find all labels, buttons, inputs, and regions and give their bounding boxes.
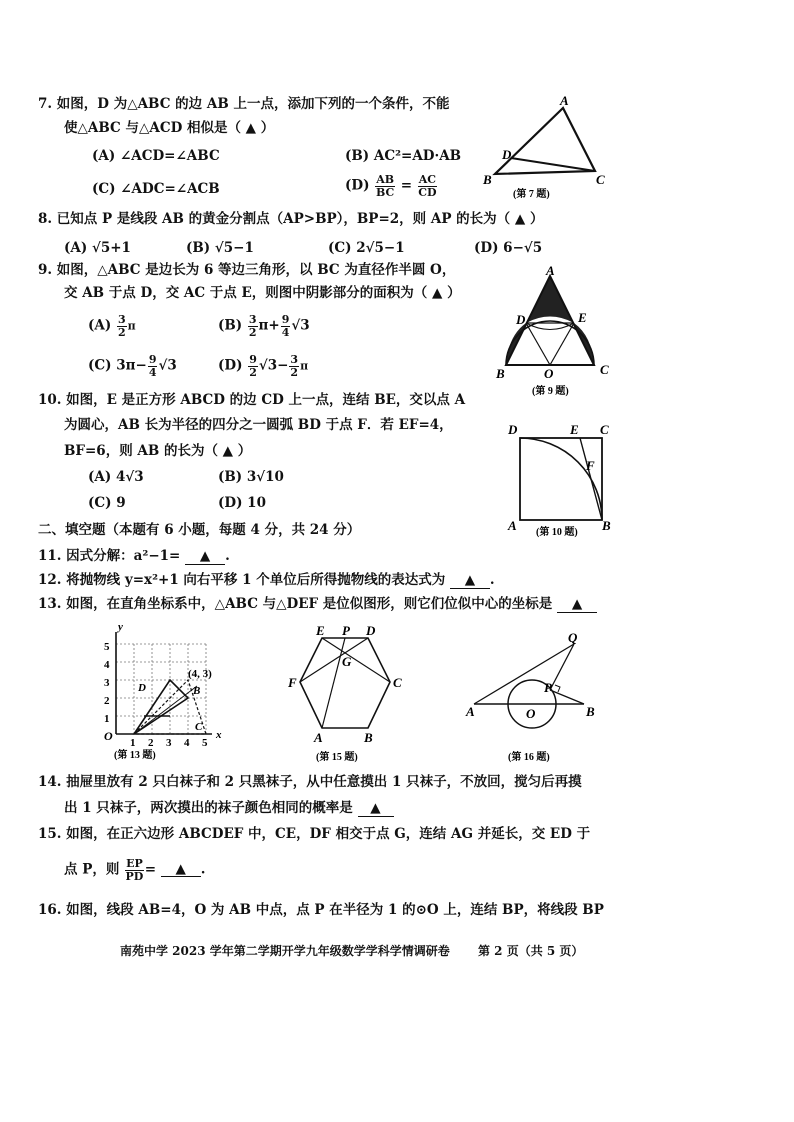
q15-stem-line2: 点 P，则 — [64, 861, 120, 878]
q7-option-d — [345, 174, 438, 198]
q11-answer-blank[interactable]: ▲ — [185, 550, 225, 565]
q13 — [38, 598, 597, 613]
q10-option-d: (D) 10 — [218, 495, 266, 511]
q15-stem-line1: 15. 如图，在正六边形 ABCDEF 中，CE，DF 相交于点 G，连结 AG 并延长，交 ED 于 — [38, 826, 591, 842]
q15-fig-label-g: G — [342, 654, 352, 669]
q12-answer-blank[interactable]: ▲ — [450, 574, 490, 589]
q9-fig-label-o: O — [544, 366, 554, 381]
q9-fig-label-c: C — [600, 362, 609, 377]
q15-fig-label-e: E — [316, 623, 325, 638]
q9-fig-caption: (第 9 题) — [532, 386, 569, 397]
q13-tick-x-2: 2 — [148, 737, 154, 749]
q9-option-d: (D) $\frac{9}{2}$ √3− $\frac{3}{2}$ π — [218, 353, 309, 379]
footer-exam-title: 南苑中学 2023 学年第二学期开学九年级数学学科学情调研卷 — [120, 944, 450, 958]
q14-stem-line2: 出 1 只袜子，两次摸出的袜子颜色相同的概率是 — [64, 800, 353, 816]
q10-option-c: (C) 9 — [88, 495, 126, 511]
q15-fig-label-c: C — [393, 675, 402, 690]
q16-fig-caption: (第 16 题) — [508, 752, 550, 763]
q13-tick-y-1: 1 — [104, 713, 110, 725]
q15-fig-label-a: A — [314, 730, 323, 745]
q8-stem: 8. 已知点 P 是线段 AB 的黄金分割点（AP>BP），BP=2，则 AP 的长为（ ▲ ） — [38, 211, 544, 227]
q9-fig-label-a: A — [546, 263, 555, 278]
q8-option-b: (B) √5−1 — [186, 240, 254, 256]
q7-stem-line1: 7. 如图，D 为△ABC 的边 AB 上一点，添加下列的一个条件，不能 — [38, 96, 450, 112]
q10-fig-label-e: E — [570, 422, 579, 437]
footer-page-number: 第 2 页（共 5 页） — [478, 944, 584, 958]
q13-answer-blank[interactable]: ▲ — [557, 598, 597, 613]
q13-tick-y-5: 5 — [104, 641, 110, 653]
q13-tick-y-4: 4 — [104, 659, 110, 671]
q13-label-b: B — [193, 685, 201, 697]
q9-stem-line2: 交 AB 于点 D，交 AC 于点 E，则图中阴影部分的面积为（ ▲ ） — [64, 285, 461, 301]
q16-stem: 16. 如图，线段 AB=4，O 为 AB 中点，点 P 在半径为 1 的⊙O 上，连结 BP，将线段 BP — [38, 902, 604, 918]
q7-option-d-equals: = — [400, 177, 413, 194]
q8-option-d: (D) 6−√5 — [474, 240, 543, 256]
q15-fraction: $\frac{EP}{PD}$ — [125, 857, 144, 883]
q9-figure — [494, 263, 624, 406]
q10-fig-caption: (第 10 题) — [536, 527, 578, 538]
q14-answer-blank[interactable]: ▲ — [358, 802, 394, 817]
q13-tick-x-4: 4 — [184, 737, 190, 749]
q13-tick-x-1: 1 — [130, 737, 136, 749]
q10-stem-line3: BF=6，则 AB 的长为（ ▲ ） — [64, 443, 252, 459]
q13-origin-label: O — [104, 729, 113, 743]
q10-figure — [506, 420, 616, 542]
q15-answer-blank[interactable]: ▲ — [161, 863, 201, 878]
q7-fig-label-c: C — [596, 172, 605, 187]
q7-option-c: (C) ∠ADC=∠ACB — [92, 181, 220, 197]
q10-fig-label-f: F — [586, 458, 595, 473]
q16-fig-label-q: Q — [568, 630, 578, 645]
q7-option-d-fraction-2: $\frac{AC}{CD}$ — [418, 173, 437, 199]
q14-stem-line1: 14. 抽屉里放有 2 只白袜子和 2 只黑袜子，从中任意摸出 1 只袜子，不放回，搅匀后再摸 — [38, 774, 582, 790]
q9-stem-line1: 9. 如图，△ABC 是边长为 6 等边三角形，以 BC 为直径作半圆 O， — [38, 262, 456, 278]
q11-stem: 11. 因式分解：a²−1= — [38, 548, 181, 564]
q8-option-a: (A) √5+1 — [64, 240, 131, 256]
q13-label-c: C — [195, 721, 203, 733]
q10-fig-label-d: D — [508, 422, 518, 437]
q13-tick-y-2: 2 — [104, 695, 110, 707]
q15-fig-label-b: B — [364, 730, 373, 745]
q13-stem: 13. 如图，在直角坐标系中，△ABC 与△DEF 是位似图形，则它们位似中心的坐标是 — [38, 596, 553, 612]
q15-fig-label-p: P — [342, 623, 350, 638]
q7-option-a: (A) ∠ACD=∠ABC — [92, 148, 220, 164]
q10-option-a: (A) 4√3 — [88, 469, 144, 485]
q13-fig-caption: (第 13 题) — [114, 750, 156, 761]
q13-tick-x-5: 5 — [202, 737, 208, 749]
q16-fig-label-b: B — [586, 704, 595, 719]
q15-fig-caption: (第 15 题) — [316, 752, 358, 763]
q16-fig-label-p: P — [544, 680, 552, 695]
q8-option-c: (C) 2√5−1 — [328, 240, 405, 256]
q9-fig-label-e: E — [578, 310, 587, 325]
q9-option-a: (A) $\frac{3}{2}$ π — [88, 313, 136, 339]
q7-option-d-prefix: (D) — [345, 177, 370, 194]
q16-figure — [464, 632, 614, 762]
q13-figure — [94, 621, 224, 761]
q7-figure — [480, 93, 630, 206]
q16-fig-label-o: O — [526, 706, 536, 721]
q7-option-d-fraction-1: $\frac{AB}{BC}$ — [375, 173, 395, 199]
q7-fig-label-d: D — [502, 147, 512, 162]
q10-stem-line2: 为圆心，AB 长为半径的四分之一圆弧 BD 于点 F．若 EF=4， — [64, 417, 453, 433]
q13-label-d: D — [138, 682, 146, 694]
q11: 11. 因式分解：a²−1= ▲ . — [38, 548, 230, 564]
q13-tick-y-3: 3 — [104, 677, 110, 689]
q7-fig-label-a: A — [560, 93, 569, 108]
q13-axis-x-label: x — [216, 729, 222, 741]
q9-fig-label-b: B — [496, 366, 505, 381]
q9-fig-label-d: D — [516, 312, 526, 327]
q10-fig-label-b: B — [602, 518, 611, 533]
q9-option-b: (B) $\frac{3}{2}$ π+ $\frac{9}{4}$ √3 — [218, 313, 310, 339]
section-2-heading: 二、填空题（本题有 6 小题，每题 4 分，共 24 分） — [38, 522, 361, 538]
q10-option-b: (B) 3√10 — [218, 469, 284, 485]
q7-option-b: (B) AC²=AD·AB — [345, 148, 462, 164]
q12: 12. 将抛物线 y=x²+1 向右平移 1 个单位后所得抛物线的表达式为 ▲ . — [38, 572, 495, 588]
q12-stem: 12. 将抛物线 y=x²+1 向右平移 1 个单位后所得抛物线的表达式为 — [38, 572, 446, 588]
q10-fig-label-a: A — [508, 518, 517, 533]
q9-option-c: (C) 3π− $\frac{9}{4}$ √3 — [88, 353, 177, 379]
q10-stem-line1: 10. 如图，E 是正方形 ABCD 的边 CD 上一点，连结 BE，交以点 A — [38, 392, 466, 408]
q7-fig-label-b: B — [483, 172, 492, 187]
q13-axis-y-label: y — [118, 621, 123, 633]
q14-line2 — [64, 802, 394, 817]
q7-fig-caption: (第 7 题) — [513, 189, 550, 200]
q7-stem-line2: 使△ABC 与△ACD 相似是（ ▲ ） — [64, 120, 275, 136]
q15-fig-label-f: F — [288, 675, 297, 690]
q15-fig-label-d: D — [366, 623, 376, 638]
q15-figure — [282, 623, 412, 763]
q15-line2: 点 P，则 $\frac{EP}{PD}$ = ▲ . — [64, 857, 206, 883]
q13-point-label: (4, 3) — [188, 668, 212, 680]
q16-fig-label-a: A — [466, 704, 475, 719]
q13-tick-x-3: 3 — [166, 737, 172, 749]
q10-fig-label-c: C — [600, 422, 609, 437]
